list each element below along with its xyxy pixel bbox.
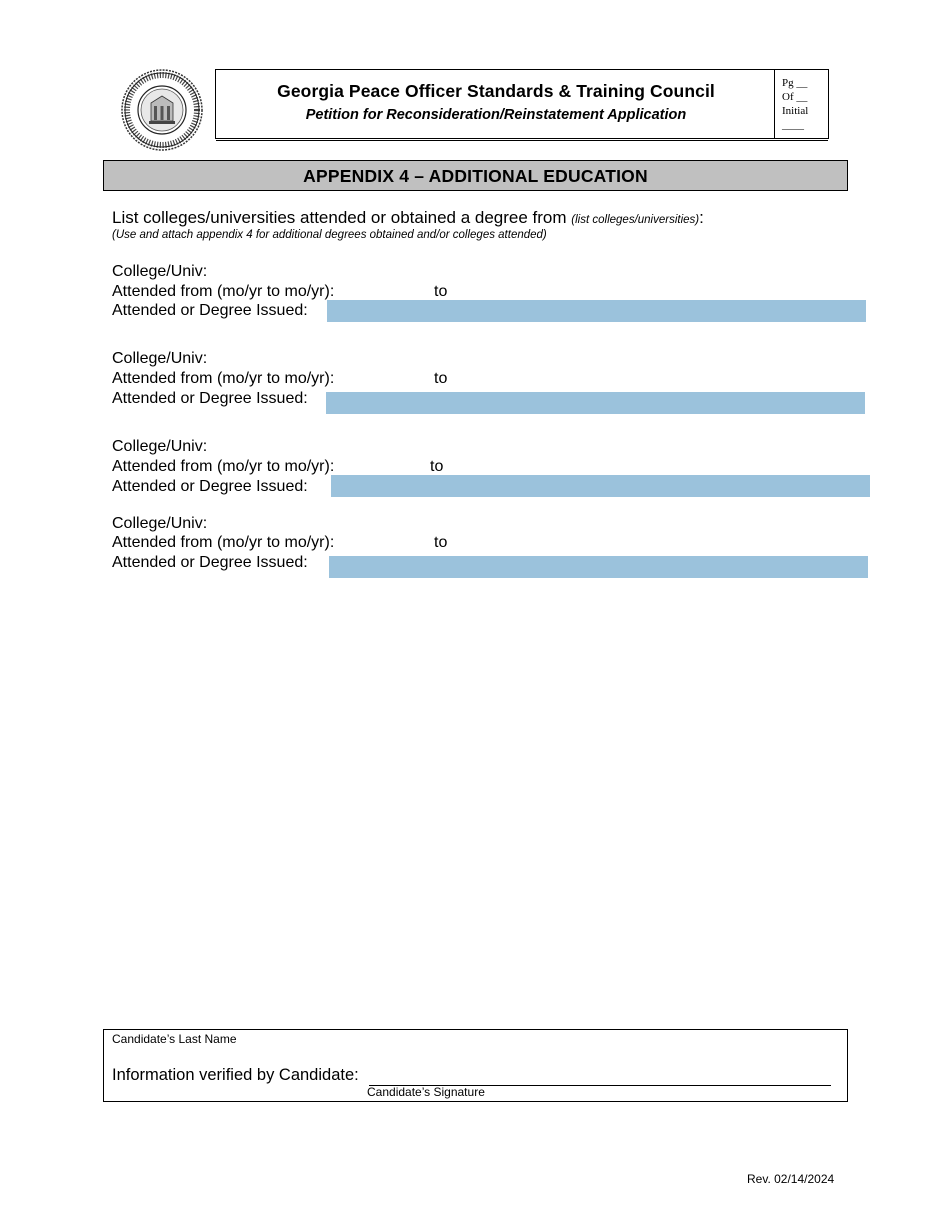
intro-text (112, 208, 704, 228)
intro-instruction: (Use and attach appendix 4 for additional degrees obtained and/or colleges attended) (112, 229, 547, 241)
signature-caption: Candidate’s Signature (367, 1085, 485, 1099)
initial-blank: ____ (782, 119, 804, 131)
education-entry (112, 514, 872, 584)
candidate-verification-box (103, 1029, 848, 1102)
degree-label: Attended or Degree Issued: (112, 554, 308, 571)
intro-main: List colleges/universities attended or obtained a degree from (112, 208, 567, 227)
form-subtitle: Petition for Reconsideration/Reinstatement Application (305, 107, 687, 123)
page-of-label: Of __ (782, 91, 808, 103)
degree-input[interactable] (326, 392, 865, 414)
attended-from-label: Attended from (mo/yr to mo/yr): (112, 283, 335, 300)
education-entry (112, 437, 872, 507)
degree-label: Attended or Degree Issued: (112, 478, 308, 495)
degree-label: Attended or Degree Issued: (112, 302, 308, 319)
degree-input[interactable] (331, 475, 870, 497)
verified-label: Information verified by Candidate: (112, 1066, 359, 1084)
education-entry (112, 349, 872, 419)
appendix-title: APPENDIX 4 – ADDITIONAL EDUCATION (103, 160, 848, 191)
to-label: to (434, 370, 448, 387)
intro-colon: : (699, 208, 704, 227)
last-name-label: Candidate’s Last Name (112, 1032, 237, 1046)
education-entry (112, 262, 872, 332)
college-label: College/Univ: (112, 350, 208, 367)
page-initial-block (782, 76, 826, 132)
college-label: College/Univ: (112, 438, 208, 455)
to-label: to (434, 534, 448, 551)
degree-input[interactable] (327, 300, 866, 322)
header-box (215, 69, 829, 139)
to-label: to (430, 458, 444, 475)
college-label: College/Univ: (112, 263, 208, 280)
college-label: College/Univ: (112, 515, 208, 532)
attended-from-label: Attended from (mo/yr to mo/yr): (112, 534, 335, 551)
attended-from-label: Attended from (mo/yr to mo/yr): (112, 370, 335, 387)
page-number-label: Pg __ (782, 77, 808, 89)
revision-date: Rev. 02/14/2024 (747, 1172, 835, 1186)
initial-label: Initial (782, 105, 809, 117)
form-title: Georgia Peace Officer Standards & Training Council (277, 81, 715, 101)
degree-label: Attended or Degree Issued: (112, 390, 308, 407)
attended-from-label: Attended from (mo/yr to mo/yr): (112, 458, 335, 475)
header-divider (774, 70, 775, 138)
georgia-post-seal-logo (121, 69, 203, 151)
to-label: to (434, 283, 448, 300)
intro-small: (list colleges/universities) (571, 214, 700, 226)
degree-input[interactable] (329, 556, 868, 578)
